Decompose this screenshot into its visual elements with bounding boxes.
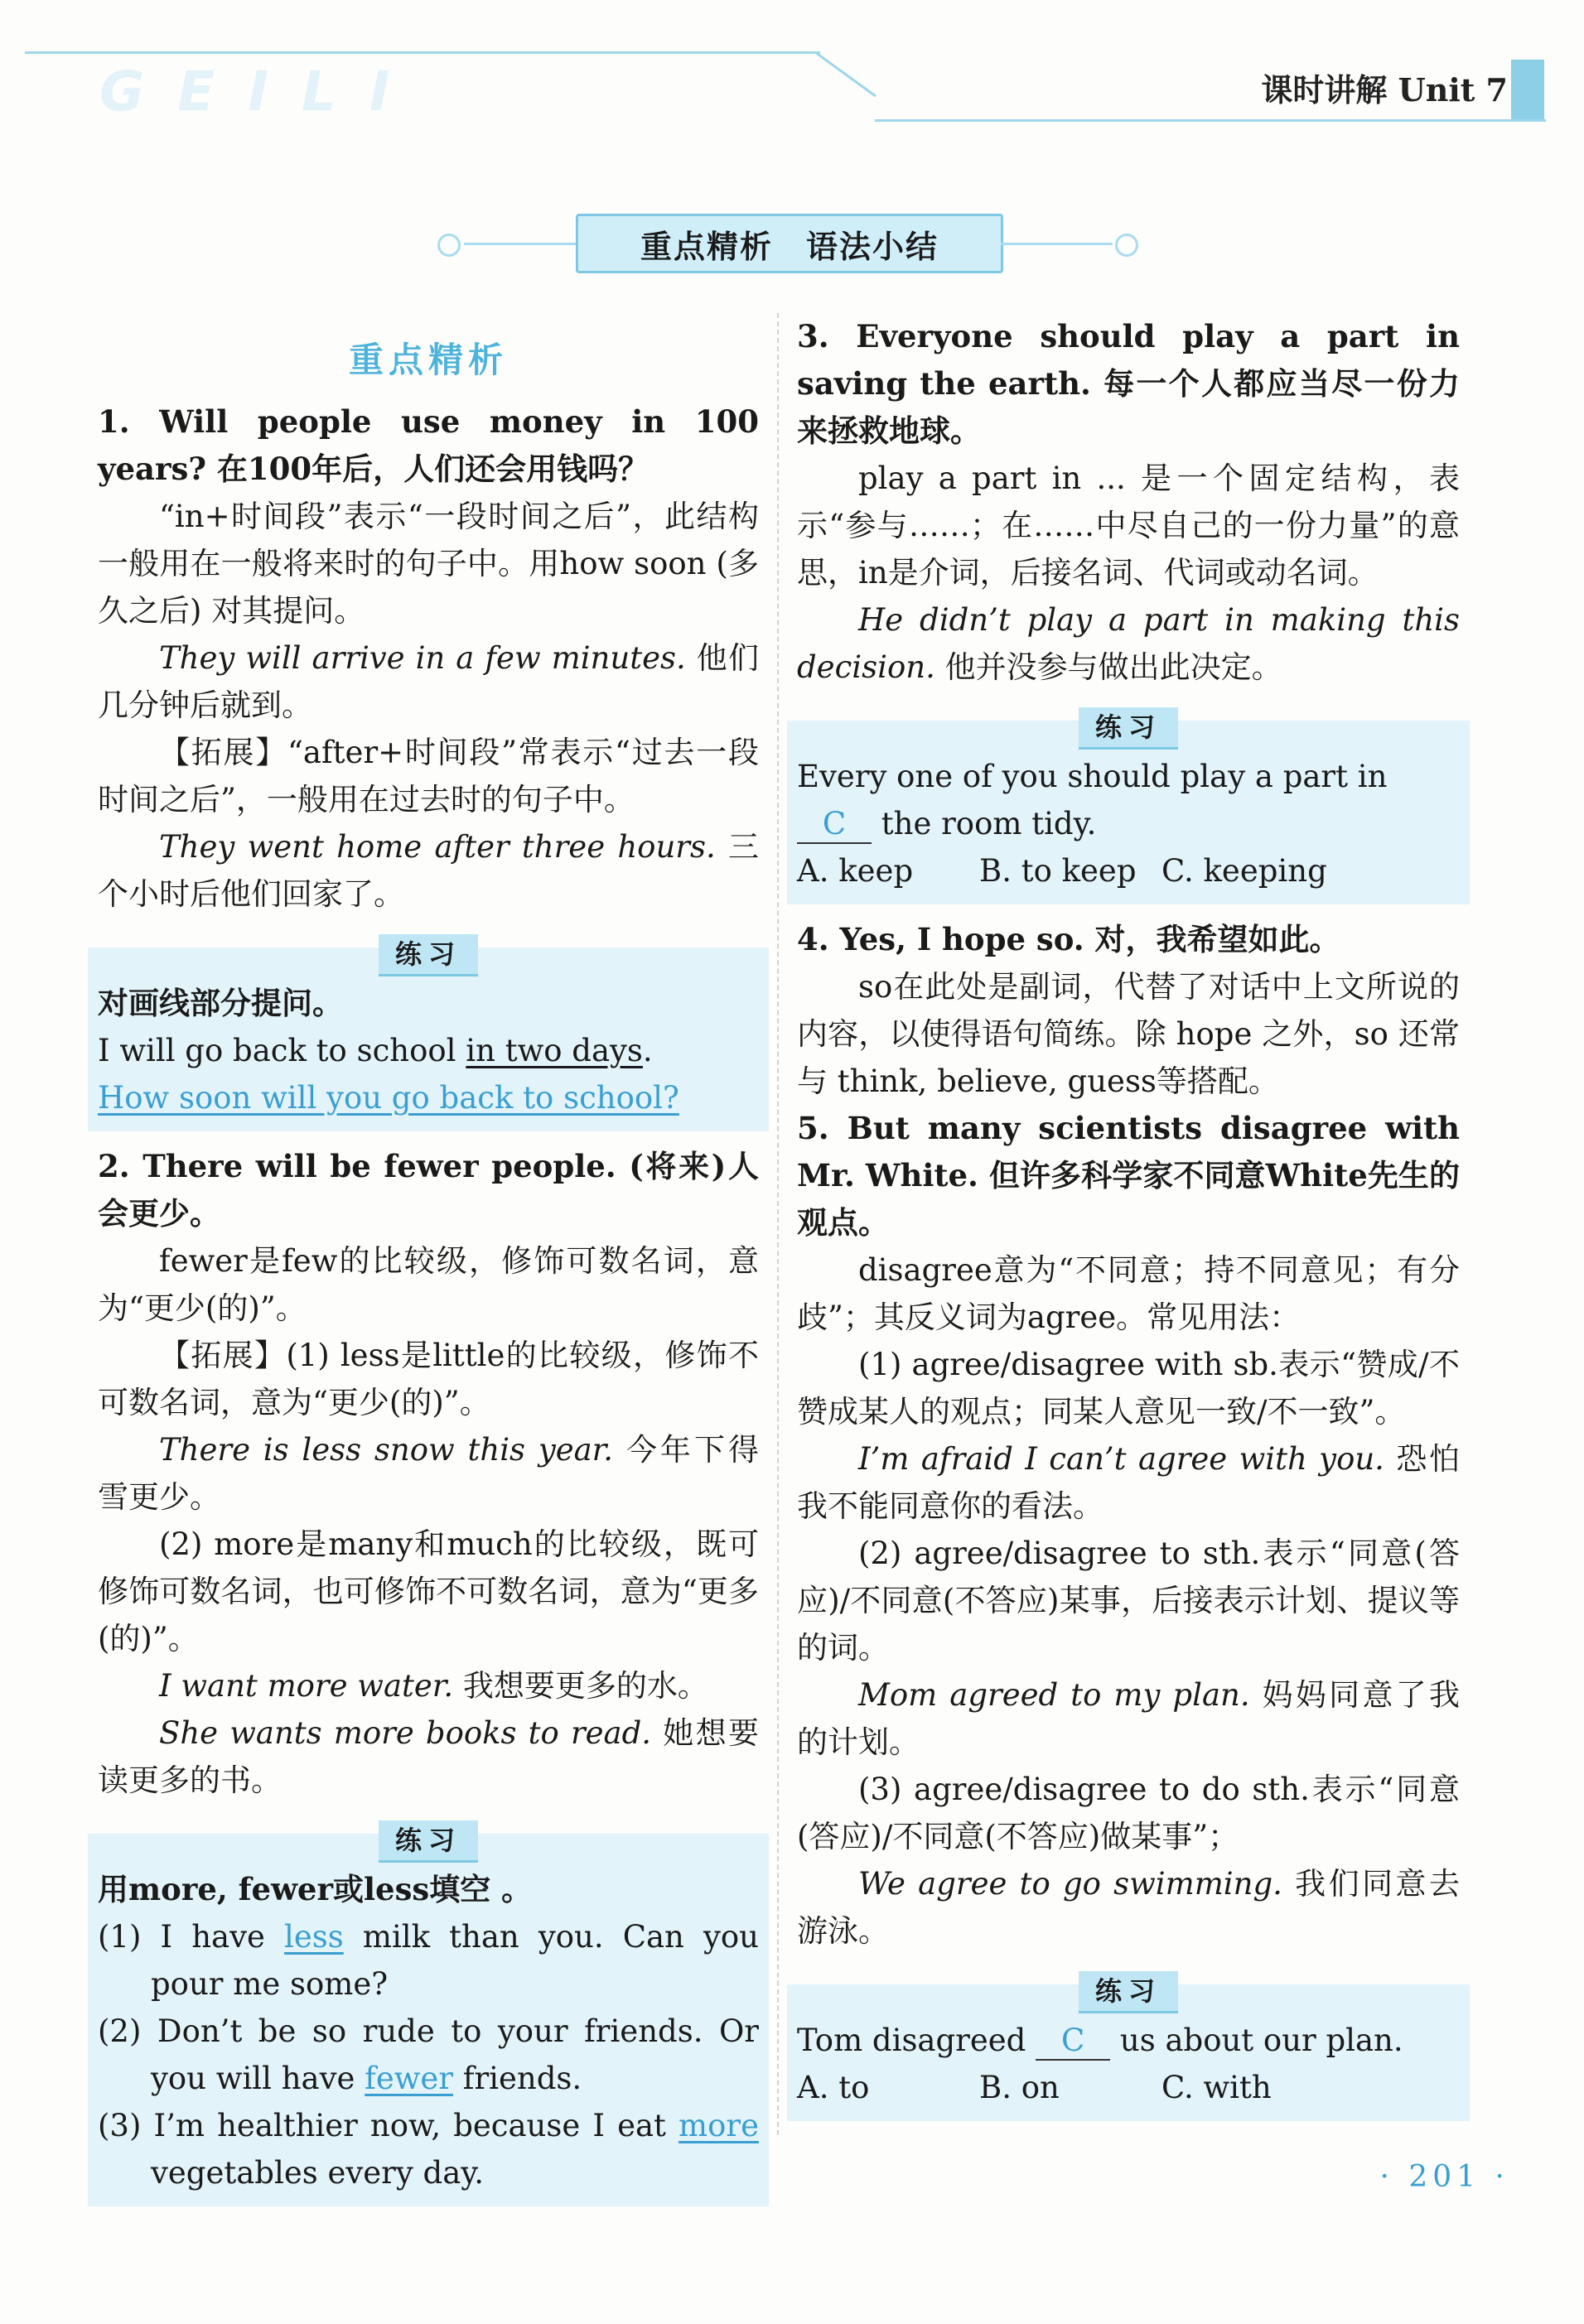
answer-blank: more [679,2108,759,2143]
practice-answer: How soon will you go back to school? [98,1080,679,1116]
column-divider [777,313,779,2135]
option-a: A. keep [797,853,914,889]
practice-item-2 [98,2008,759,2102]
example-zh: 恐怕我不能同意你的看法。 [797,1441,1460,1524]
point-5-example-2 [797,1671,1460,1766]
header-tab [1511,60,1544,119]
item-text: vegetables every day. [151,2155,485,2191]
point-2-title: 2. There will be fewer people. (将来)人会更少。 [98,1148,759,1232]
point-5-title: 5. But many scientists disagree with Mr. White. 但许多科学家不同意White先生的观点。 [797,1110,1460,1241]
item-text: (2) Don’t be so rude to your friends. Or you will have [98,2013,759,2096]
example-zh: 他们几分钟后就到。 [98,640,760,723]
sentence-end: the room tidy. [872,806,1097,841]
example-en: They will arrive in a few minutes. [159,640,686,676]
option-c: C. keeping [1161,853,1327,889]
practice-sentence [797,2017,1460,2064]
banner-line-right [1001,243,1113,245]
practice-tag: 练习 [1079,707,1178,750]
practice-box-3 [787,711,1470,904]
example-en: He didn’t play a part in making this decision. [797,602,1460,685]
section-banner [431,197,1143,288]
option-b: B. on [979,2070,1060,2105]
practice-options [797,847,1460,894]
header-rule-diagonal [814,51,877,97]
underlined-phrase: in two days [466,1033,643,1068]
point-1-explanation: “in+时间段”表示“一段时间之后”，此结构一般用在一般将来时的句子中。用how soon (多久之后) 对其提问。 [98,499,759,629]
example-en: They went home after three hours. [159,829,716,865]
item-text: (3) I’m healthier now, because I eat [98,2108,679,2143]
item-text: milk than you. Can you pour me some? [151,1919,760,2002]
header-rule [25,51,820,54]
point-4-explanation: so在此处是副词，代替了对话中上文所说的内容，以使得语句简练。除 hope 之外，so 还常与 think, believe, guess等搭配。 [797,969,1460,1099]
answer-blank: C [1036,2023,1110,2061]
example-en: I want more water. [159,1668,454,1704]
practice-item-1 [98,1913,759,2008]
point-3-example [797,596,1460,691]
practice-item-3 [98,2102,759,2196]
practice-box-1 [88,938,769,1131]
header-watermark: GEILI [99,60,423,123]
point-3-explanation: play a part in ... 是一个固定结构，表示“参与……；在……中尽自己的一份力量”的意思，in是介词，后接名词、代词或动名词。 [797,460,1460,591]
sentence-start: I will go back to school [98,1033,466,1068]
example-en: She wants more books to read. [159,1715,652,1751]
point-5-example-3 [797,1860,1460,1955]
sentence-end: us about our plan. [1110,2023,1403,2058]
answer-blank: C [797,806,872,844]
practice-box-2 [88,1825,769,2206]
practice-sentence [98,1027,759,1074]
sentence-start: Every one of you should play a part in [797,759,1388,794]
practice-instruction: 对画线部分提问。 [98,985,343,1021]
point-2-example-3 [98,1709,759,1804]
right-column [797,313,1460,2133]
practice-tag: 练习 [1079,1971,1178,2013]
point-5-usage-3: (3) agree/disagree to do sth.表示“同意(答应)/不同意(不答应)做某事”； [797,1772,1460,1854]
example-en: There is less snow this year. [159,1432,614,1468]
practice-options [797,2064,1460,2111]
point-5-usage-2: (2) agree/disagree to sth.表示“同意(答应)/不同意(不答应)某事，后接表示计划、提议等的词。 [797,1536,1460,1666]
sentence-start: Tom disagreed [797,2023,1036,2058]
example-en: We agree to go swimming. [858,1866,1282,1902]
point-1-example-2 [98,823,759,918]
example-zh: 她想要读更多的书。 [98,1715,759,1798]
banner-line-left [464,243,576,245]
header-rule-lower [875,119,1546,122]
point-2-extension-1: 【拓展】(1) less是little的比较级，修饰不可数名词，意为“更少(的)”。 [98,1338,759,1420]
practice-tag: 练习 [379,934,478,976]
section-title: 重点精析 [348,340,508,380]
practice-instruction: 用more, fewer或less填空 。 [98,1871,533,1907]
point-2-example-2 [98,1662,759,1709]
point-2-extension-2: (2) more是many和much的比较级，既可修饰可数名词，也可修饰不可数名词，意为“更多(的)”。 [98,1526,759,1656]
example-zh: 三个小时后他们回家了。 [98,829,759,912]
example-en: I’m afraid I can’t agree with you. [858,1441,1384,1477]
example-zh: 他并没参与做出此决定。 [944,649,1282,685]
sentence-end: . [642,1033,653,1068]
point-5-example-1 [797,1435,1460,1530]
page-number: · 201 · [1379,2160,1509,2194]
point-2-example-1 [98,1426,759,1521]
banner-curl-left-icon [437,234,461,257]
point-1-example-1 [98,634,759,729]
example-zh: 我想要更多的水。 [462,1668,708,1704]
point-5-explanation: disagree意为“不同意；持不同意见；有分歧”；其反义词为agree。常见用法： [797,1252,1460,1335]
example-zh: 今年下得雪更少。 [98,1432,759,1515]
item-text: (1) I have [98,1919,285,1955]
point-4-title: 4. Yes, I hope so. 对，我希望如此。 [797,921,1340,957]
example-zh: 妈妈同意了我的计划。 [797,1677,1460,1760]
point-2-explanation: fewer是few的比较级，修饰可数名词，意为“更少(的)”。 [98,1243,759,1326]
example-zh: 我们同意去游泳。 [797,1866,1461,1949]
banner-title: 重点精析 语法小结 [576,214,1003,273]
answer-blank: fewer [365,2061,454,2096]
point-1-extension: 【拓展】“after+时间段”常表示“过去一段时间之后”，一般用在过去时的句子中。 [98,735,759,817]
point-3-title: 3. Everyone should play a part in saving the earth. 每一个人都应当尽一份力来拯救地球。 [797,318,1460,449]
option-c: C. with [1161,2070,1272,2105]
point-1-title: 1. Will people use money in 100 years? 在100年后，人们还会用钱吗？ [98,403,759,487]
option-b: B. to keep [979,853,1137,889]
option-a: A. to [797,2070,870,2105]
left-column [98,331,759,2218]
banner-curl-right-icon [1115,234,1138,257]
practice-box-5 [787,1975,1470,2121]
item-text: friends. [453,2061,582,2096]
point-5-usage-1: (1) agree/disagree with sb.表示“赞成/不赞成某人的观点；同某人意见一致/不一致”。 [797,1347,1460,1430]
unit-label: 课时讲解 Unit 7 [1261,71,1508,108]
answer-blank: less [284,1919,344,1955]
example-en: Mom agreed to my plan. [858,1677,1250,1713]
practice-tag: 练习 [379,1820,478,1863]
practice-sentence [797,753,1460,847]
